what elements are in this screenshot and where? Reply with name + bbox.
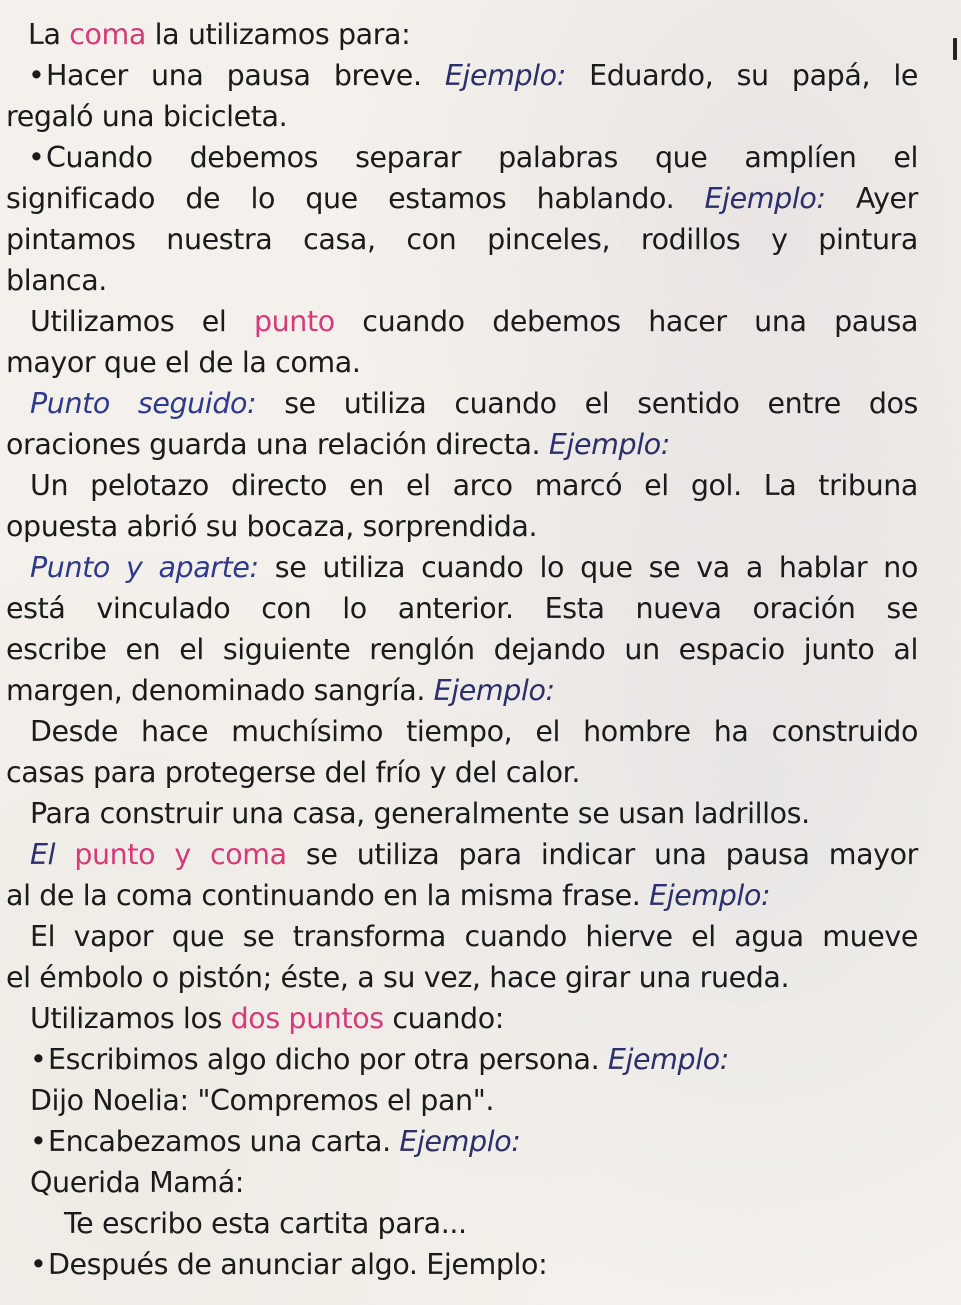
line-bullet-dicho: •Escribimos algo dicho por otra persona. Ejemplo: (6, 1039, 918, 1080)
article-el: El (30, 838, 56, 871)
example-line: Dijo Noelia: "Compremos el pan". (30, 1084, 495, 1117)
text-line: al de la coma continuando en la misma frase. Ejemplo: (6, 879, 771, 912)
example-line: el émbolo o pistón; éste, a su vez, hace girar una rueda. (6, 961, 790, 994)
example-line: Desde hace muchísimo tiempo, el hombre ha construido (30, 715, 918, 748)
example-line: Querida Mamá: (30, 1166, 244, 1199)
example-line: Un pelotazo directo en el arco marcó el gol. La tribuna (30, 469, 918, 502)
example-line: Te escribo esta cartita para... (64, 1207, 467, 1240)
line-dos-puntos: Utilizamos los dos puntos cuando: (30, 1002, 504, 1035)
term-punto-seguido: Punto seguido: (30, 387, 257, 420)
term-punto-y-coma: punto y coma (55, 838, 287, 871)
example-line: casas para protegerse del frío y del calor. (6, 756, 581, 789)
bullet: • (28, 141, 45, 174)
text-line: pintamos nuestra casa, con pinceles, rodillos y pintura (6, 223, 918, 256)
line-bullet-anunciar: •Después de anunciar algo. Ejemplo: (6, 1244, 918, 1285)
ejemplo-label: Ejemplo: (399, 1125, 521, 1158)
ejemplo-label: Ejemplo: (649, 879, 771, 912)
term-punto-aparte: Punto y aparte: (30, 551, 259, 584)
line-bullet-pausa: •Hacer una pausa breve. Ejemplo: Eduardo, su papá, le (6, 55, 918, 96)
term-dos-puntos: dos puntos (230, 1002, 384, 1035)
example-line: opuesta abrió su bocaza, sorprendida. (6, 510, 538, 543)
text-line: oraciones guarda una relación directa. Ejemplo: (6, 428, 670, 461)
text-line: mayor que el de la coma. (6, 346, 361, 379)
text-line: escribe en el siguiente renglón dejando un espacio junto al (6, 633, 918, 666)
ejemplo-label: Ejemplo: (433, 674, 555, 707)
text-line: regaló una bicicleta. (6, 100, 288, 133)
ejemplo-label: Ejemplo: (704, 182, 826, 215)
punctuation-text (6, 14, 918, 1285)
text-line: está vinculado con lo anterior. Esta nueva oración se (6, 592, 918, 625)
text-line: blanca. (6, 264, 107, 297)
line-punto-y-coma: El punto y coma se utiliza para indicar una pausa mayor (30, 838, 918, 871)
example-line: El vapor que se transforma cuando hierve el agua mueve (30, 920, 918, 953)
line-punto-seguido: Punto seguido: se utiliza cuando el sentido entre dos (30, 387, 918, 420)
ejemplo-label: Ejemplo: (444, 59, 566, 92)
line-bullet-separar: •Cuando debemos separar palabras que amplíen el (6, 137, 918, 178)
page-edge-mark (953, 38, 957, 60)
line-bullet-carta: •Encabezamos una carta. Ejemplo: (6, 1121, 918, 1162)
example-line: Para construir una casa, generalmente se usan ladrillos. (30, 797, 810, 830)
text-line: significado de lo que estamos hablando. Ejemplo: Ayer (6, 182, 918, 215)
term-punto: punto (253, 305, 335, 338)
bullet: • (28, 59, 45, 92)
line-coma-intro: La coma la utilizamos para: (28, 18, 411, 51)
line-punto-aparte: Punto y aparte: se utiliza cuando lo que se va a hablar no (30, 551, 918, 584)
ejemplo-label: Ejemplo: (548, 428, 670, 461)
bullet: • (30, 1248, 47, 1281)
bullet: • (30, 1043, 47, 1076)
line-punto-intro: Utilizamos el punto cuando debemos hacer una pausa (30, 305, 919, 338)
text-line: margen, denominado sangría. Ejemplo: (6, 674, 555, 707)
bullet: • (30, 1125, 47, 1158)
term-coma: coma (69, 18, 146, 51)
ejemplo-label: Ejemplo: (607, 1043, 729, 1076)
